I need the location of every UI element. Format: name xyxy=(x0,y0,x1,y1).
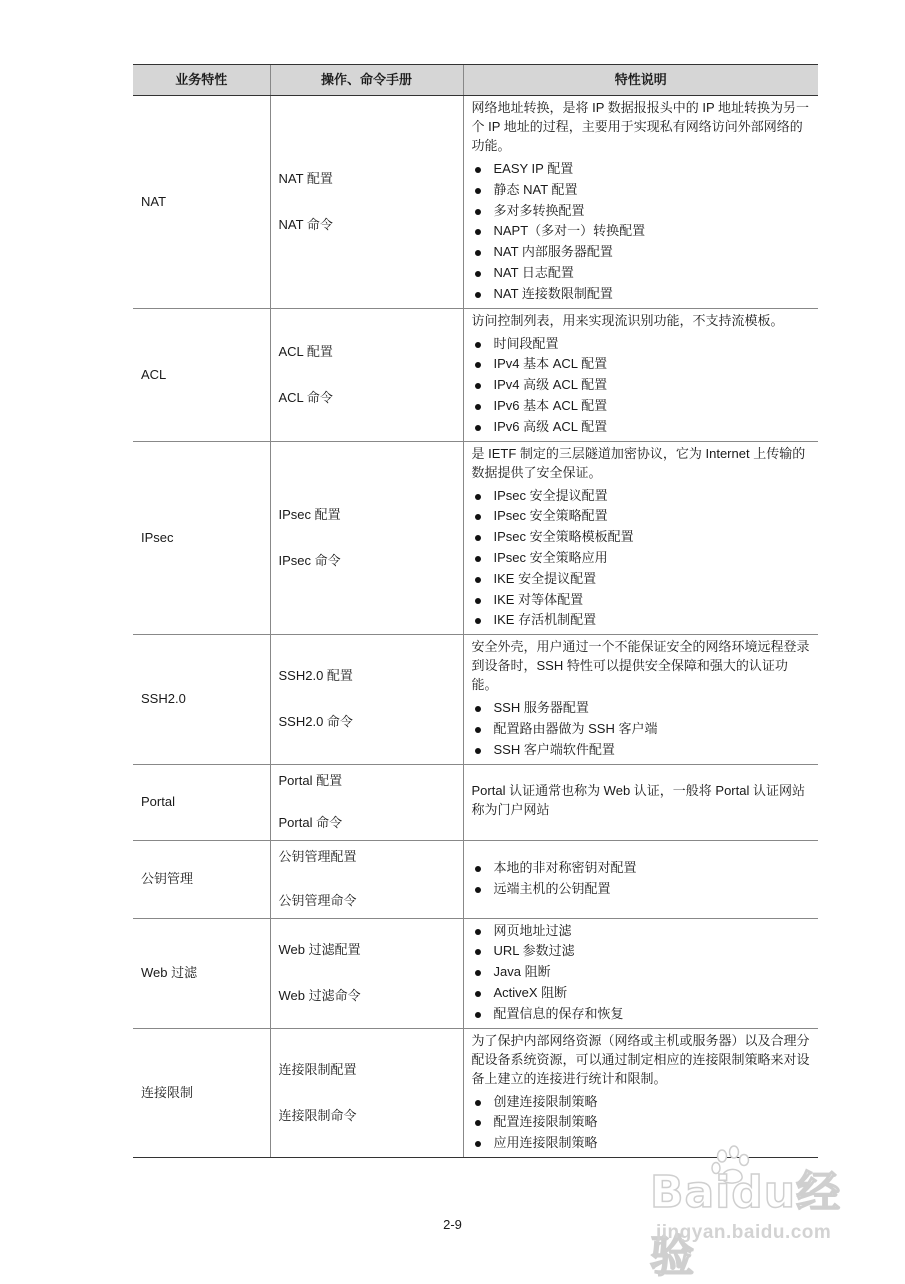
header-description: 特性说明 xyxy=(463,65,818,96)
config-manual-link: 连接限制配置 xyxy=(278,1061,357,1077)
list-item: NAT 内部服务器配置 xyxy=(472,242,811,263)
header-feature: 业务特性 xyxy=(133,65,270,96)
table-row xyxy=(133,918,818,1028)
list-item: 配置路由器做为 SSH 客户端 xyxy=(472,719,811,740)
feature-name: 连接限制 xyxy=(133,1028,270,1157)
command-manual-link: NAT 命令 xyxy=(278,216,333,232)
list-item: 应用连接限制策略 xyxy=(472,1133,811,1154)
feature-list xyxy=(472,486,811,632)
list-item: IPsec 安全提议配置 xyxy=(472,486,811,507)
list-item: SSH 客户端软件配置 xyxy=(472,740,811,761)
description-text: 为了保护内部网络资源（网络或主机或服务器）以及合理分配设备系统资源，可以通过制定相应的连接限制策略来对设备上建立的连接进行统计和限制。 xyxy=(471,1032,810,1086)
list-item: NAT 连接数限制配置 xyxy=(472,284,811,305)
command-manual-link: ACL 命令 xyxy=(278,389,333,405)
list-item: 网页地址过滤 xyxy=(472,921,811,942)
manual-cell xyxy=(270,918,463,1028)
table-row xyxy=(133,1028,818,1157)
list-item: IKE 安全提议配置 xyxy=(472,569,811,590)
table-header-row xyxy=(133,65,818,96)
baidu-watermark xyxy=(644,1142,874,1282)
feature-list xyxy=(472,698,811,760)
feature-list xyxy=(472,921,811,1025)
list-item: SSH 服务器配置 xyxy=(472,698,811,719)
feature-table xyxy=(133,64,818,1158)
table-row xyxy=(133,764,818,840)
list-item: 多对多转换配置 xyxy=(472,201,811,222)
description-cell xyxy=(463,1028,818,1157)
list-item: EASY IP 配置 xyxy=(472,159,811,180)
list-item: IPsec 安全策略配置 xyxy=(472,506,811,527)
watermark-brand: Baidu经验 xyxy=(650,1167,842,1282)
list-item: IKE 对等体配置 xyxy=(472,590,811,611)
manual-cell xyxy=(270,840,463,918)
feature-name: ACL xyxy=(133,308,270,441)
feature-list xyxy=(472,334,811,438)
list-item: URL 参数过滤 xyxy=(472,941,811,962)
description-text: 安全外壳，用户通过一个不能保证安全的网络环境远程登录到设备时，SSH 特性可以提供安全保障和强大的认证功能。 xyxy=(471,639,810,693)
list-item: IPv6 基本 ACL 配置 xyxy=(472,396,811,417)
manual-cell xyxy=(270,1028,463,1157)
manual-cell xyxy=(270,764,463,840)
list-item: 本地的非对称密钥对配置 xyxy=(472,858,811,879)
list-item: 配置信息的保存和恢复 xyxy=(472,1004,811,1025)
list-item: 配置连接限制策略 xyxy=(472,1112,811,1133)
feature-name: Web 过滤 xyxy=(133,918,270,1028)
config-manual-link: Portal 配置 xyxy=(278,773,343,789)
command-manual-link: IPsec 命令 xyxy=(278,552,341,568)
list-item: 静态 NAT 配置 xyxy=(472,180,811,201)
list-item: 创建连接限制策略 xyxy=(472,1092,811,1113)
list-item: IPv4 高级 ACL 配置 xyxy=(472,375,811,396)
list-item: Java 阻断 xyxy=(472,962,811,983)
config-manual-link: ACL 配置 xyxy=(278,343,333,359)
table-row xyxy=(133,441,818,635)
table-row xyxy=(133,308,818,441)
table-row xyxy=(133,635,818,764)
manual-cell xyxy=(270,308,463,441)
feature-name: IPsec xyxy=(133,441,270,635)
manual-cell xyxy=(270,635,463,764)
description-text: 访问控制列表，用来实现流识别功能，不支持流模板。 xyxy=(471,312,784,328)
list-item: ActiveX 阻断 xyxy=(472,983,811,1004)
page-number: 2-9 xyxy=(443,1217,462,1232)
list-item: NAT 日志配置 xyxy=(472,263,811,284)
watermark-url: jingyan.baidu.com xyxy=(656,1222,832,1243)
command-manual-link: 连接限制命令 xyxy=(278,1107,357,1123)
command-manual-link: Web 过滤命令 xyxy=(278,988,361,1004)
feature-name: Portal xyxy=(133,764,270,840)
command-manual-link: Portal 命令 xyxy=(278,815,343,831)
list-item: IPv4 基本 ACL 配置 xyxy=(472,354,811,375)
table-row xyxy=(133,96,818,309)
feature-name: NAT xyxy=(133,96,270,309)
description-cell xyxy=(463,840,818,918)
list-item: IPsec 安全策略应用 xyxy=(472,548,811,569)
feature-list xyxy=(472,159,811,305)
header-manual: 操作、命令手册 xyxy=(270,65,463,96)
description-cell xyxy=(463,96,818,309)
command-manual-link: SSH2.0 命令 xyxy=(278,714,353,730)
config-manual-link: IPsec 配置 xyxy=(278,506,341,522)
config-manual-link: NAT 配置 xyxy=(278,170,333,186)
command-manual-link: 公钥管理命令 xyxy=(278,893,357,909)
list-item: IPsec 安全策略模板配置 xyxy=(472,527,811,548)
feature-list xyxy=(472,858,811,900)
list-item: IKE 存活机制配置 xyxy=(472,610,811,631)
config-manual-link: SSH2.0 配置 xyxy=(278,668,353,684)
description-cell xyxy=(463,764,818,840)
config-manual-link: Web 过滤配置 xyxy=(278,942,361,958)
list-item: 远端主机的公钥配置 xyxy=(472,879,811,900)
manual-cell xyxy=(270,441,463,635)
description-text: Portal 认证通常也称为 Web 认证，一般将 Portal 认证网站称为门户网站 xyxy=(471,782,805,817)
list-item: IPv6 高级 ACL 配置 xyxy=(472,417,811,438)
description-text: 网络地址转换，是将 IP 数据报报头中的 IP 地址转换为另一个 IP 地址的过程，主要用于实现私有网络访问外部网络的功能。 xyxy=(471,100,810,153)
table-row xyxy=(133,840,818,918)
description-cell xyxy=(463,635,818,764)
manual-cell xyxy=(270,96,463,309)
description-cell xyxy=(463,918,818,1028)
config-manual-link: 公钥管理配置 xyxy=(278,849,357,865)
list-item: NAPT（多对一）转换配置 xyxy=(472,221,811,242)
description-cell xyxy=(463,441,818,635)
description-cell xyxy=(463,308,818,441)
list-item: 时间段配置 xyxy=(472,334,811,355)
description-text: 是 IETF 制定的三层隧道加密协议，它为 Internet 上传输的数据提供了安全保证。 xyxy=(471,445,806,480)
feature-name: 公钥管理 xyxy=(133,840,270,918)
feature-name: SSH2.0 xyxy=(133,635,270,764)
